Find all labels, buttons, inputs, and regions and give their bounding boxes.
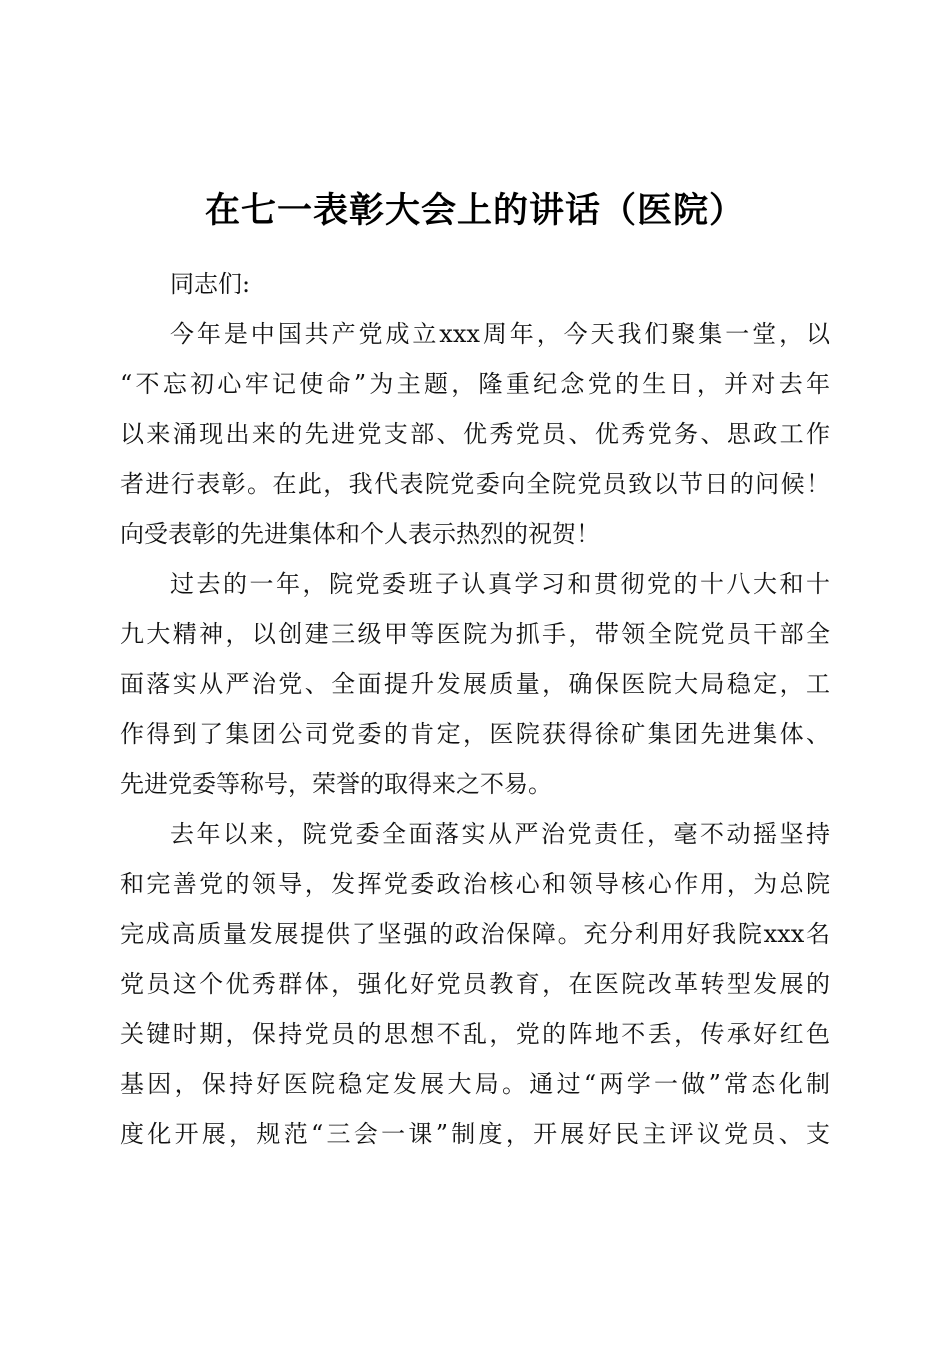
paragraph-line: 过去的一年，院党委班子认真学习和贯彻党的十八大和十 (170, 570, 830, 598)
paragraph-line: 和完善党的领导，发挥党委政治核心和领导核心作用，为总院 (120, 870, 830, 898)
paragraph-line: 九大精神，以创建三级甲等医院为抓手，带领全院党员干部全 (120, 620, 830, 648)
document-title: 在七一表彰大会上的讲话（医院） (204, 190, 745, 231)
salutation: 同志们: (170, 270, 251, 298)
paragraph-line: 以来涌现出来的先进党支部、优秀党员、优秀党务、思政工作 (120, 420, 830, 448)
paragraph-line: 党员这个优秀群体，强化好党员教育，在医院改革转型发展的 (120, 970, 830, 998)
paragraph-line: 度化开展，规范“三会一课”制度，开展好民主评议党员、支 (120, 1120, 830, 1148)
paragraph-line: 关键时期，保持党员的思想不乱，党的阵地不丢，传承好红色 (120, 1020, 830, 1048)
paragraph-line: 向受表彰的先进集体和个人表示热烈的祝贺！ (120, 520, 600, 548)
paragraph-line: 今年是中国共产党成立xxx周年，今天我们聚集一堂，以 (170, 320, 830, 348)
paragraph-line: 先进党委等称号，荣誉的取得来之不易。 (120, 770, 552, 798)
paragraph-line: 完成高质量发展提供了坚强的政治保障。充分利用好我院xxx名 (120, 920, 830, 948)
paragraph-line: 作得到了集团公司党委的肯定，医院获得徐矿集团先进集体、 (120, 720, 830, 748)
paragraph-line: 面落实从严治党、全面提升发展质量，确保医院大局稳定，工 (120, 670, 830, 698)
paragraph-line: 基因，保持好医院稳定发展大局。通过“两学一做”常态化制 (120, 1070, 830, 1098)
paragraph-line: 去年以来，院党委全面落实从严治党责任，毫不动摇坚持 (170, 820, 830, 848)
paragraph-line: “不忘初心牢记使命”为主题，隆重纪念党的生日，并对去年 (120, 370, 830, 398)
paragraph-line: 者进行表彰。在此，我代表院党委向全院党员致以节日的问候！ (120, 470, 830, 498)
